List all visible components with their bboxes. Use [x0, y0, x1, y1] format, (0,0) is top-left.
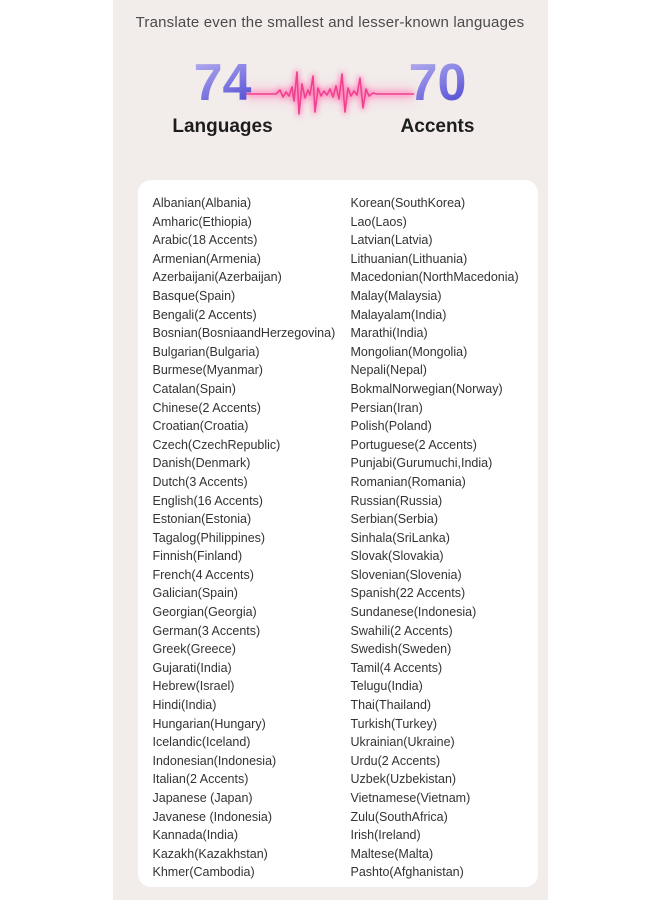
language-item: Mongolian(Mongolia)	[350, 344, 468, 359]
language-item: Kannada(India)	[152, 828, 238, 843]
language-item: Bosnian(BosniaandHerzegovina)	[152, 326, 336, 341]
language-item: Azerbaijani(Azerbaijan)	[152, 270, 282, 285]
language-item: Czech(CzechRepublic)	[152, 437, 281, 452]
language-item: Sundanese(Indonesia)	[350, 605, 477, 620]
language-item: Russian(Russia)	[350, 493, 443, 508]
language-item: Maltese(Malta)	[350, 846, 434, 861]
accents-count: 70	[363, 49, 513, 111]
language-item: Estonian(Estonia)	[152, 512, 252, 527]
promo-panel	[113, 0, 548, 900]
language-item: Zulu(SouthAfrica)	[350, 809, 448, 824]
language-item: Malay(Malaysia)	[350, 288, 442, 303]
language-item: Marathi(India)	[350, 326, 428, 341]
language-item: Bulgarian(Bulgaria)	[152, 344, 260, 359]
language-item: Kazakh(Kazakhstan)	[152, 846, 268, 861]
language-item: Croatian(Croatia)	[152, 419, 249, 434]
language-item: Thai(Thailand)	[350, 698, 432, 713]
accents-stat	[363, 49, 513, 138]
language-item: Dutch(3 Accents)	[152, 474, 248, 489]
language-item: Ukrainian(Ukraine)	[350, 735, 455, 750]
language-item: Slovak(Slovakia)	[350, 549, 444, 564]
language-list-card	[138, 180, 538, 887]
language-item: Catalan(Spain)	[152, 381, 236, 396]
language-column-right	[351, 194, 538, 882]
language-item: French(4 Accents)	[152, 567, 254, 582]
language-item: Lithuanian(Lithuania)	[350, 251, 468, 266]
language-item: BokmalNorwegian(Norway)	[350, 381, 503, 396]
language-column-left	[153, 194, 351, 882]
language-item: Sinhala(SriLanka)	[350, 530, 450, 545]
language-item: Nepali(Nepal)	[350, 363, 427, 378]
language-item: Romanian(Romania)	[350, 474, 466, 489]
language-item: Latvian(Latvia)	[350, 233, 433, 248]
language-item: Hebrew(Israel)	[152, 679, 235, 694]
language-item: Bengali(2 Accents)	[152, 307, 257, 322]
language-item: Persian(Iran)	[350, 400, 423, 415]
page-title: Translate even the smallest and lesser-known languages	[135, 14, 525, 31]
stats-row	[113, 49, 548, 141]
language-item: Georgian(Georgia)	[152, 605, 257, 620]
language-item: Galician(Spain)	[152, 586, 238, 601]
language-item: Khmer(Cambodia)	[152, 865, 255, 880]
language-item: Telugu(India)	[350, 679, 423, 694]
language-item: Javanese (Indonesia)	[152, 809, 273, 824]
language-item: Polish(Poland)	[350, 419, 432, 434]
language-item: Indonesian(Indonesia)	[152, 753, 277, 768]
language-item: Korean(SouthKorea)	[350, 196, 466, 210]
language-item: Gujarati(India)	[152, 660, 232, 675]
language-item: English(16 Accents)	[152, 493, 263, 508]
languages-count: 74	[148, 49, 298, 111]
language-item: Lao(Laos)	[350, 214, 407, 229]
language-item: Italian(2 Accents)	[152, 772, 249, 787]
language-item: Hungarian(Hungary)	[152, 716, 266, 731]
language-item: Swahili(2 Accents)	[350, 623, 453, 638]
language-item: Armenian(Armenia)	[152, 251, 261, 266]
language-item: Albanian(Albania)	[152, 196, 252, 210]
language-item: Japanese (Japan)	[152, 791, 253, 805]
language-item: Slovenian(Slovenia)	[350, 567, 462, 582]
language-item: Serbian(Serbia)	[350, 512, 439, 527]
language-item: Spanish(22 Accents)	[350, 586, 466, 601]
language-item: Irish(Ireland)	[350, 828, 421, 843]
languages-stat	[148, 49, 298, 138]
language-item: Chinese(2 Accents)	[152, 400, 261, 415]
language-item: Icelandic(Iceland)	[152, 735, 251, 750]
language-item: Amharic(Ethiopia)	[152, 214, 252, 229]
language-item: Basque(Spain)	[152, 288, 236, 303]
language-item: Danish(Denmark)	[152, 456, 251, 471]
language-item: Pashto(Afghanistan)	[350, 865, 464, 880]
language-item: Turkish(Turkey)	[350, 716, 438, 731]
language-item: German(3 Accents)	[152, 623, 261, 638]
language-item: Vietnamese(Vietnam)	[350, 791, 471, 805]
accents-label: Accents	[400, 116, 475, 137]
language-item: Uzbek(Uzbekistan)	[350, 772, 457, 787]
language-item: Macedonian(NorthMacedonia)	[350, 270, 519, 285]
language-item: Tagalog(Philippines)	[152, 530, 266, 545]
languages-label: Languages	[172, 116, 273, 137]
language-item: Malayalam(India)	[350, 307, 447, 322]
language-item: Portuguese(2 Accents)	[350, 437, 477, 452]
language-item: Arabic(18 Accents)	[152, 233, 258, 248]
language-item: Hindi(India)	[152, 698, 217, 713]
language-item: Punjabi(Gurumuchi,India)	[350, 456, 493, 471]
language-item: Finnish(Finland)	[152, 549, 243, 564]
language-item: Burmese(Myanmar)	[152, 363, 263, 378]
language-item: Tamil(4 Accents)	[350, 660, 443, 675]
language-item: Greek(Greece)	[152, 642, 236, 657]
language-item: Urdu(2 Accents)	[350, 753, 441, 768]
language-item: Swedish(Sweden)	[350, 642, 452, 657]
